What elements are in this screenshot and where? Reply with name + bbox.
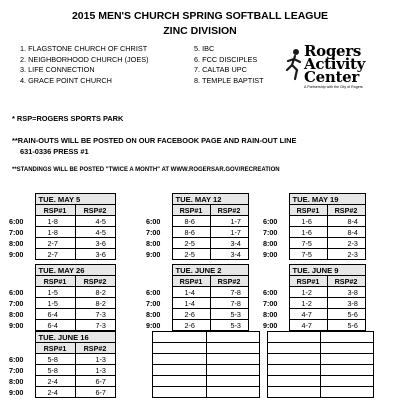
table-row [8, 298, 115, 309]
game-matchup: 4-5 [75, 227, 115, 238]
game-time: 8:00 [8, 238, 35, 249]
table-row [8, 376, 115, 387]
week-schedule-table [8, 331, 116, 398]
game-matchup: 4-5 [75, 216, 115, 227]
game-time: 7:00 [262, 298, 289, 309]
game-matchup: 8-2 [75, 298, 115, 309]
game-matchup: 2-3 [327, 249, 365, 260]
table-row [8, 354, 115, 365]
game-matchup: 7-5 [289, 238, 327, 249]
game-matchup: 1-7 [210, 227, 248, 238]
game-time: 9:00 [262, 249, 289, 260]
game-time: 8:00 [262, 309, 289, 320]
table-row [145, 309, 248, 320]
table-row [145, 216, 248, 227]
field-column-header: RSP#1 [35, 205, 75, 216]
week-date: TUE. JUNE 16 [35, 332, 115, 343]
table-row [145, 238, 248, 249]
team-item: 4. GRACE POINT CHURCH [20, 75, 112, 85]
table-row [8, 216, 115, 227]
game-matchup: 3-4 [210, 238, 248, 249]
game-matchup: 7-3 [75, 320, 115, 331]
game-matchup: 6-4 [35, 309, 75, 320]
week-date: TUE. MAY 5 [35, 194, 115, 205]
table-row [145, 298, 248, 309]
game-time: 6:00 [8, 354, 35, 365]
game-matchup: 1-3 [75, 354, 115, 365]
table-row [262, 227, 365, 238]
team-item: 2. NEIGHBORHOOD CHURCH (JOES) [20, 54, 149, 64]
game-matchup: 1-5 [35, 298, 75, 309]
week-schedule-table [145, 193, 249, 260]
week-schedule-table [8, 193, 116, 260]
game-matchup: 1-6 [289, 216, 327, 227]
game-matchup: 5-8 [35, 354, 75, 365]
standings-note: **STANDINGS WILL BE POSTED "TWICE A MONTH" AT WWW.ROGERSAR.GOV/RECREATION [12, 167, 280, 173]
game-matchup: 2-5 [172, 238, 210, 249]
field-column-header: RSP#2 [210, 276, 248, 287]
runner-icon [284, 48, 304, 82]
game-matchup: 2-5 [172, 249, 210, 260]
game-time: 8:00 [145, 238, 172, 249]
game-matchup: 1-3 [75, 365, 115, 376]
game-matchup: 2-7 [35, 238, 75, 249]
game-matchup: 1-6 [289, 227, 327, 238]
game-matchup: 5-6 [327, 320, 365, 331]
week-date: TUE. MAY 12 [172, 194, 248, 205]
game-matchup: 1-2 [289, 298, 327, 309]
rogers-activity-center-logo [284, 44, 382, 88]
league-title: 2015 MEN'S CHURCH SPRING SOFTBALL LEAGUE [71, 10, 329, 22]
game-time: 9:00 [8, 387, 35, 398]
game-matchup: 3-6 [75, 249, 115, 260]
game-matchup: 8-2 [75, 287, 115, 298]
week-schedule-table [262, 193, 366, 260]
game-matchup: 1-4 [172, 298, 210, 309]
game-time: 9:00 [262, 320, 289, 331]
game-time: 8:00 [262, 238, 289, 249]
game-matchup: 3-8 [327, 298, 365, 309]
table-row [145, 249, 248, 260]
field-column-header: RSP#2 [75, 276, 115, 287]
game-matchup: 1-4 [172, 287, 210, 298]
game-matchup: 2-6 [172, 309, 210, 320]
week-schedule-table [8, 264, 116, 331]
logo-line-activity: Activity [304, 55, 366, 73]
week-date: TUE. MAY 26 [35, 265, 115, 276]
team-item: 1. FLAGSTONE CHURCH OF CHRIST [20, 44, 148, 53]
game-time: 9:00 [145, 249, 172, 260]
table-row [262, 298, 365, 309]
game-matchup: 3-4 [210, 249, 248, 260]
game-matchup: 2-7 [35, 249, 75, 260]
empty-table-middle [152, 331, 260, 398]
game-matchup: 1-8 [35, 227, 75, 238]
field-column-header: RSP#1 [289, 205, 327, 216]
game-time: 6:00 [8, 287, 35, 298]
game-matchup: 6-7 [75, 387, 115, 398]
table-row [8, 227, 115, 238]
game-matchup: 6-4 [35, 320, 75, 331]
team-item: 6. FCC DISCIPLES [194, 54, 258, 64]
game-time: 9:00 [8, 249, 35, 260]
week-date: TUE. JUNE 2 [172, 265, 248, 276]
game-matchup: 1-8 [35, 216, 75, 227]
game-time: 8:00 [8, 309, 35, 320]
game-matchup: 1-5 [35, 287, 75, 298]
game-time: 7:00 [8, 298, 35, 309]
rsp-note: * RSP=ROGERS SPORTS PARK [12, 114, 124, 123]
game-matchup: 8-6 [172, 227, 210, 238]
game-time: 6:00 [262, 287, 289, 298]
table-row [8, 287, 115, 298]
field-column-header: RSP#2 [327, 205, 365, 216]
game-matchup: 7-3 [75, 309, 115, 320]
game-time: 6:00 [145, 216, 172, 227]
game-time: 7:00 [145, 298, 172, 309]
team-item: 5. IBC [194, 44, 215, 53]
game-matchup: 4-7 [289, 320, 327, 331]
game-time: 9:00 [8, 320, 35, 331]
table-row [262, 216, 365, 227]
game-matchup: 5-3 [210, 320, 248, 331]
table-row [262, 320, 365, 331]
rainout-note: **RAIN-OUTS WILL BE POSTED ON OUR FACEBOOK PAGE AND RAIN-OUT LINE [12, 136, 297, 145]
field-column-header: RSP#1 [172, 205, 210, 216]
game-matchup: 3-8 [327, 287, 365, 298]
field-column-header: RSP#2 [210, 205, 248, 216]
table-row [262, 249, 365, 260]
table-row [8, 320, 115, 331]
field-column-header: RSP#1 [35, 343, 75, 354]
game-matchup: 4-7 [289, 309, 327, 320]
table-row [145, 227, 248, 238]
field-column-header: RSP#2 [327, 276, 365, 287]
table-row [145, 320, 248, 331]
logo-tagline: A Partnership with the City of Rogers [304, 85, 363, 89]
empty-table-right [267, 331, 374, 398]
logo-line-center: Center [304, 68, 359, 86]
game-time: 7:00 [145, 227, 172, 238]
table-row [262, 287, 365, 298]
game-matchup: 2-4 [35, 376, 75, 387]
table-row [145, 287, 248, 298]
week-date: TUE. MAY 19 [289, 194, 365, 205]
week-schedule-table [262, 264, 366, 331]
game-matchup: 7-5 [289, 249, 327, 260]
game-matchup: 2-6 [172, 320, 210, 331]
game-matchup: 5-6 [327, 309, 365, 320]
game-matchup: 7-8 [210, 298, 248, 309]
game-time: 7:00 [262, 227, 289, 238]
table-row [262, 309, 365, 320]
game-matchup: 7-8 [210, 287, 248, 298]
game-time: 7:00 [8, 365, 35, 376]
field-column-header: RSP#1 [172, 276, 210, 287]
team-item: 7. CALTAB UPC [194, 65, 247, 75]
team-item: 3. LIFE CONNECTION [20, 65, 95, 75]
game-time: 6:00 [262, 216, 289, 227]
game-time: 7:00 [8, 227, 35, 238]
team-list-right [194, 44, 264, 86]
table-row [8, 387, 115, 398]
game-matchup: 2-4 [35, 387, 75, 398]
field-column-header: RSP#1 [35, 276, 75, 287]
division-title: ZINC DIVISION [163, 25, 237, 37]
table-row [8, 365, 115, 376]
rainout-phone: 631-0336 PRESS #1 [20, 147, 89, 156]
game-time: 8:00 [8, 376, 35, 387]
week-schedule-table [145, 264, 249, 331]
game-matchup: 6-7 [75, 376, 115, 387]
field-column-header: RSP#2 [75, 205, 115, 216]
week-date: TUE. JUNE 9 [289, 265, 365, 276]
field-column-header: RSP#1 [289, 276, 327, 287]
logo-line-rogers: Rogers [304, 42, 362, 60]
game-matchup: 8-4 [327, 227, 365, 238]
game-time: 8:00 [145, 309, 172, 320]
table-row [8, 309, 115, 320]
game-time: 6:00 [8, 216, 35, 227]
table-row [8, 238, 115, 249]
game-matchup: 3-6 [75, 238, 115, 249]
table-row [8, 249, 115, 260]
game-matchup: 2-3 [327, 238, 365, 249]
game-matchup: 1-7 [210, 216, 248, 227]
game-matchup: 5-8 [35, 365, 75, 376]
team-item: 8. TEMPLE BAPTIST [194, 75, 264, 85]
game-time: 6:00 [145, 287, 172, 298]
field-column-header: RSP#2 [75, 343, 115, 354]
game-matchup: 5-3 [210, 309, 248, 320]
game-time: 9:00 [145, 320, 172, 331]
game-matchup: 1-2 [289, 287, 327, 298]
team-list-left [20, 44, 149, 86]
table-row [262, 238, 365, 249]
game-matchup: 8-4 [327, 216, 365, 227]
game-matchup: 8-6 [172, 216, 210, 227]
